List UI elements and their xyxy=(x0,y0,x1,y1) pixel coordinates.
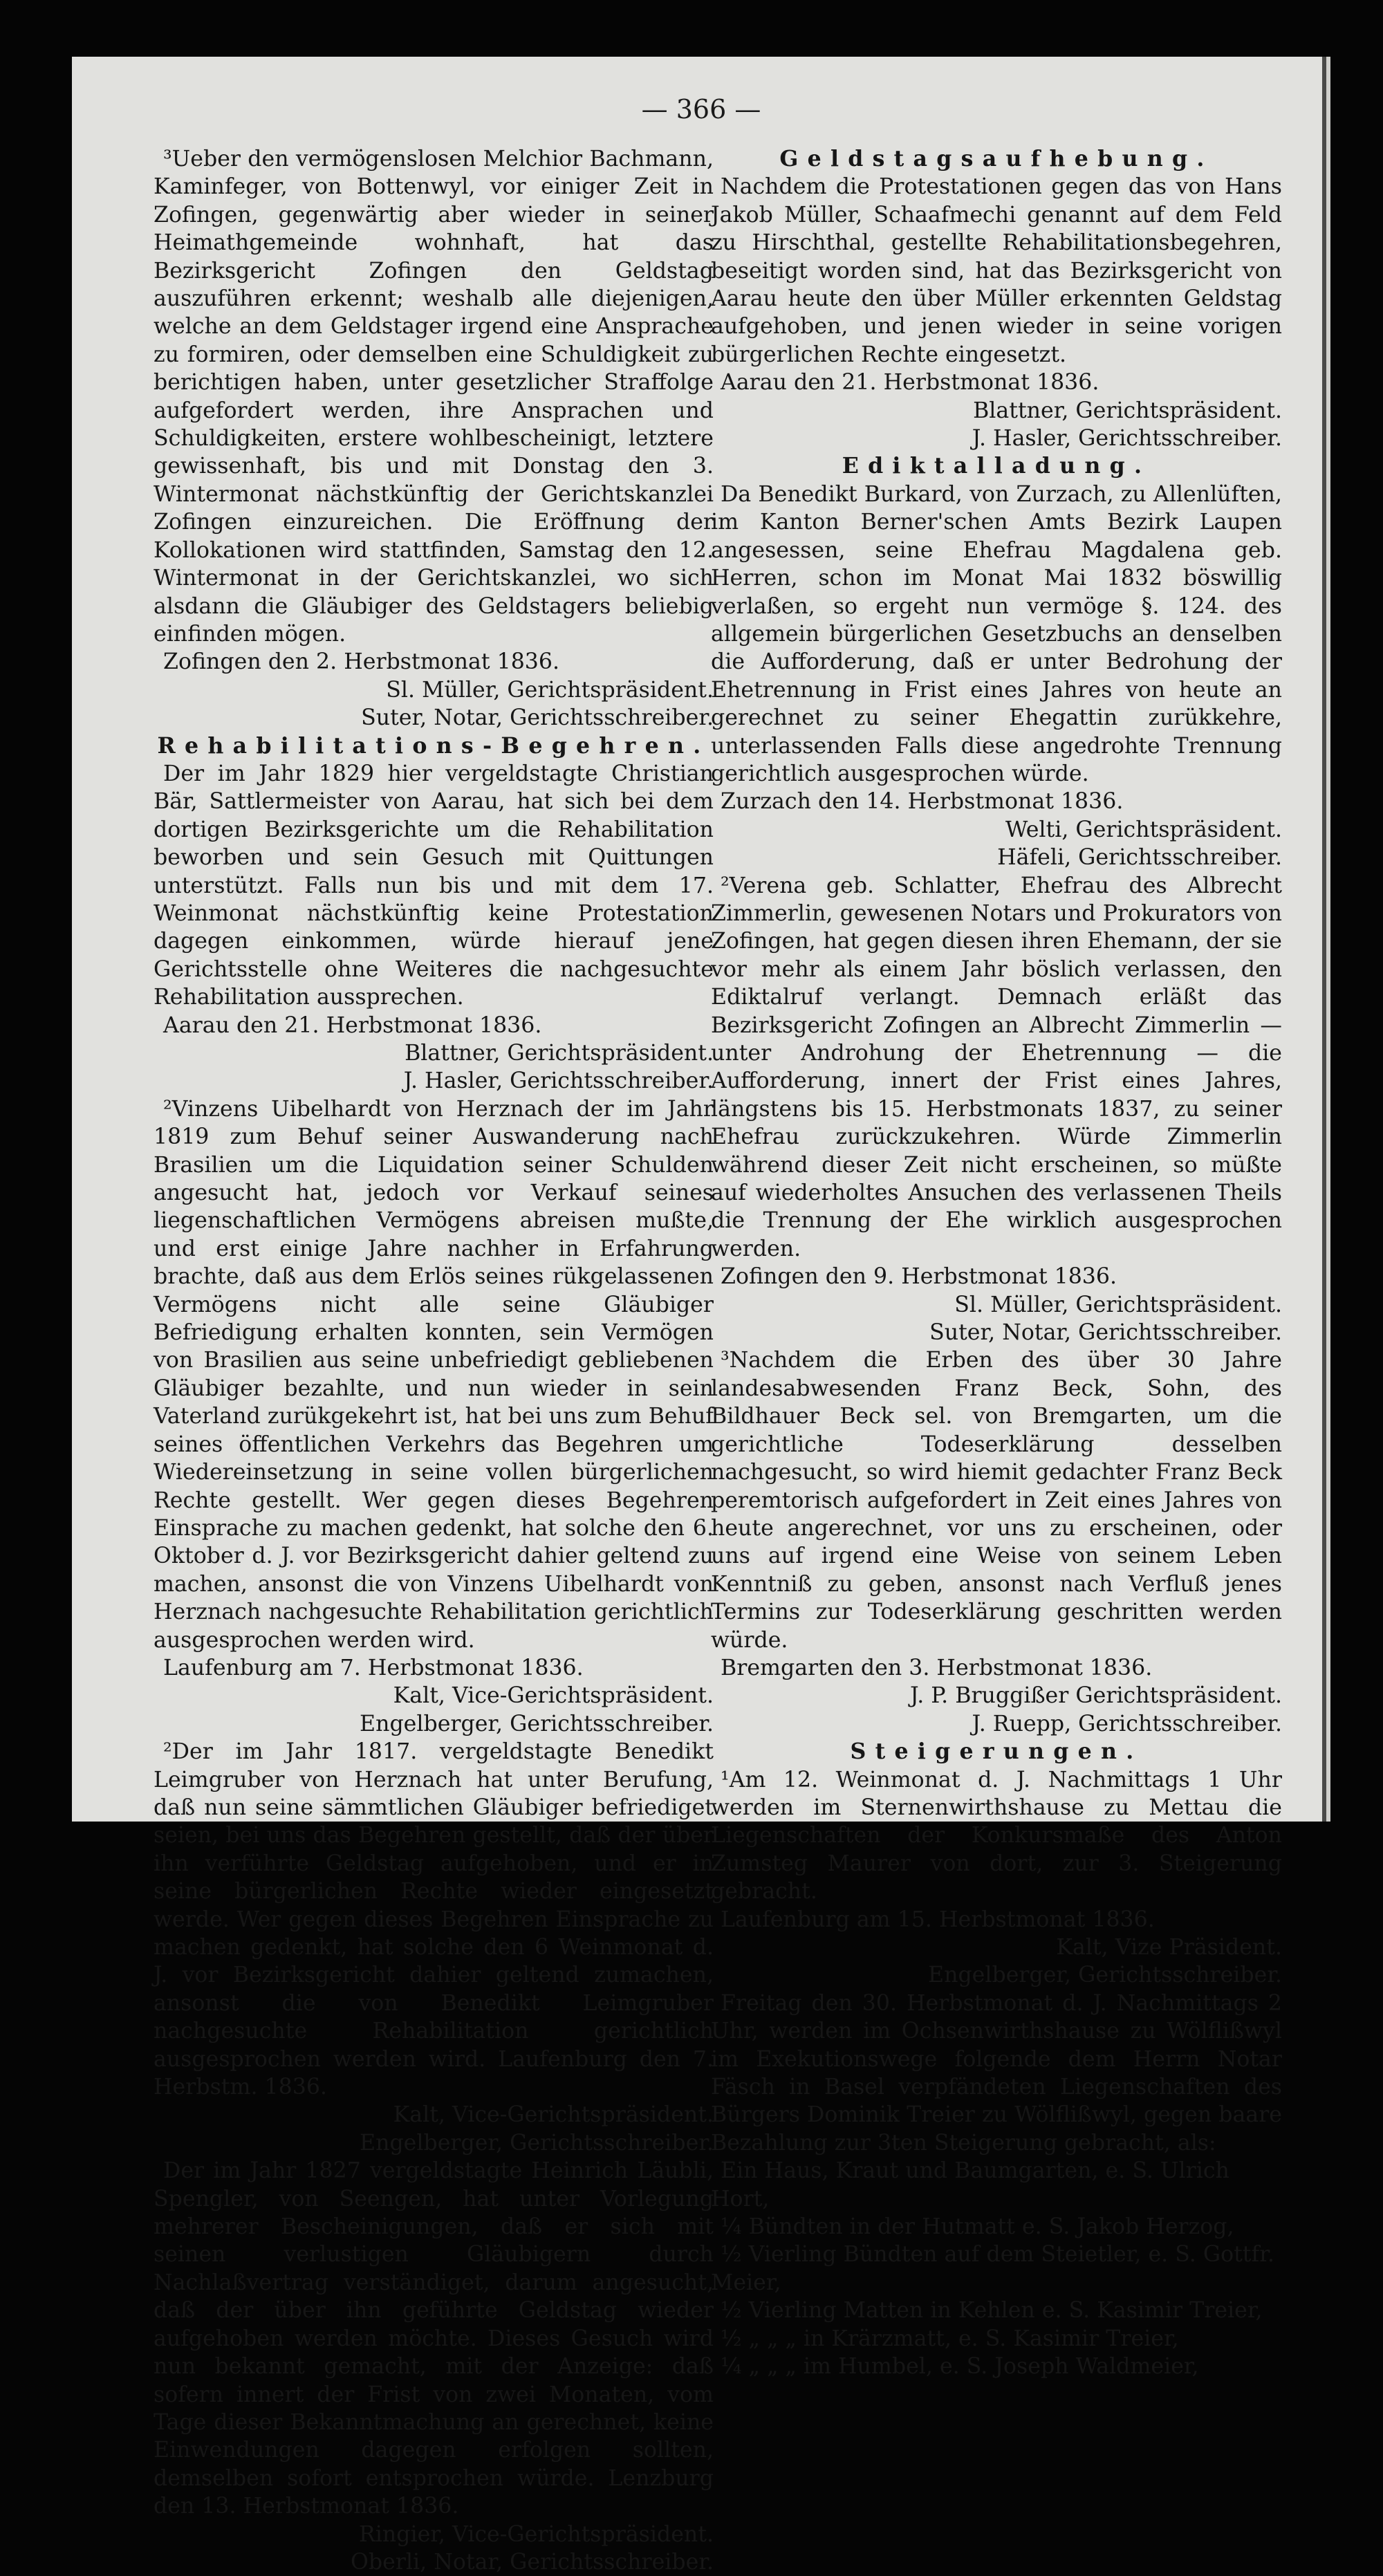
notice-paragraph: Da Benedikt Burkard, von Zurzach, zu Allenlüften, im Kanton Berner'schen Amts Bezirk Laupen angesessen, seine Ehefrau Magdalena geb. Herren, schon im Monat Mai 1832 böswillig verlaßen, so ergeht nun vermöge §. 124. des allgemein bürgerlichen Gesetzbuchs an denselben die Aufforderung, daß er unter Bedrohung der Ehetrennung in Frist eines Jahres von heute an gerechnet zu seiner Ehegattin zurükkehre, unterlassenden Falls diese angedrohte Trennung gerichtlich ausgesprochen würde. xyxy=(711,481,1282,786)
date-line: Ein Haus, Kraut und Baumgarten, e. S. Ulrich Hort, xyxy=(711,2158,1229,2212)
signature-line: Oberli, Notar, Gerichtsschreiber. xyxy=(351,2549,714,2575)
signature-line: Engelberger, Gerichtsschreiber. xyxy=(360,1711,714,1736)
notice-paragraph: Nachdem die Protestationen gegen das von Hans Jakob Müller, Schaafmechi genannt auf dem Feld zu Hirschthal, gestellte Rehabilitationsbegehren, beseitigt worden sind, hat das Bezirksgericht von Aarau heute den über Müller erkennten Geldstag aufgehoben, und jenen wieder in seine vorigen bürgerlichen Rechte eingesetzt. xyxy=(711,174,1282,367)
signature-line: Häfeli, Gerichtsschreiber. xyxy=(997,845,1282,871)
signature-line: J. Hasler, Gerichtsschreiber. xyxy=(403,1068,714,1094)
signature-line: Engelberger, Gerichtsschreiber. xyxy=(928,1963,1282,1988)
notice-paragraph: ²Verena geb. Schlatter, Ehefrau des Albrecht Zimmerlin, gewesenen Notars und Prokurators von Zofingen, hat gegen diesen ihren Ehemann, der sie vor mehr als einem Jahr böslich verlassen, den Ediktalruf verlangt. Demnach erläßt das Bezirksgericht Zofingen an Albrecht Zimmerlin — unter Androhung der Ehetrennung — die Aufforderung, innert der Frist eines Jahres, längstens bis 15. Herbstmonats 1837, zu seiner Ehefrau zurückzukehren. Würde Zimmerlin während dieser Zeit nicht erscheinen, so müßte auf wiederholtes Ansuchen des verlassenen Theils die Trennung der Ehe wirklich ausgesprochen werden. xyxy=(711,873,1282,1261)
signature-line: Sl. Müller, Gerichtspräsident. xyxy=(954,1292,1282,1317)
date-line: Aarau den 21. Herbstmonat 1836. xyxy=(721,370,1099,396)
signature-line: Welti, Gerichtspräsident. xyxy=(1005,817,1282,842)
date-line: Laufenburg am 7. Herbstmonat 1836. xyxy=(163,1655,584,1680)
signature-line: Suter, Notar, Gerichtsschreiber. xyxy=(361,705,714,731)
signature-line: J. P. Bruggißer Gerichtspräsident. xyxy=(910,1683,1282,1709)
notice-paragraph: ¹Am 12. Weinmonat d. J. Nachmittags 1 Uhr werden im Sternenwirthshause zu Mettau die Liegenschaften der Konkursmaße des Anton Zumsteg Maurer von dort, zur 3. Steigerung gebracht. xyxy=(711,1767,1282,1905)
date-line: ½ Vierling Matten in Kehlen e. S. Kasimir Treier, xyxy=(721,2298,1263,2324)
signature-line: Suter, Notar, Gerichtsschreiber. xyxy=(929,1320,1282,1346)
section-heading: Geldstagsaufhebung. xyxy=(779,146,1214,172)
notice-paragraph: ³Ueber den vermögenslosen Melchior Bachmann, Kaminfeger, von Bottenwyl, vor einiger Zeit in Zofingen, gegenwärtig aber wieder in seiner Heimathgemeinde wohnhaft, hat das Bezirksgericht Zofingen den Geldstag auszuführen erkennt; weshalb alle diejenigen, welche an dem Geldstager irgend eine Ansprache zu formiren, oder demselben eine Schuldigkeit zu berichtigen haben, unter gesetzlicher Straffolge aufgefordert werden, ihre Ansprachen und Schuldigkeiten, erstere wohlbescheinigt, letztere gewissenhaft, bis und mit Donstag den 3. Wintermonat nächstkünftig der Gerichtskanzlei Zofingen einzureichen. Die Eröffnung der Kollokationen wird stattfinden, Samstag den 12. Wintermonat in der Gerichtskanzlei, wo sich alsdann die Gläubiger des Geldstagers beliebig einfinden mögen. xyxy=(154,147,714,647)
date-line: Zofingen den 2. Herbstmonat 1836. xyxy=(163,649,560,675)
date-line: Aarau den 21. Herbstmonat 1836. xyxy=(163,1012,542,1038)
notice-paragraph: Der im Jahr 1829 hier vergeldstagte Christian Bär, Sattlermeister von Aarau, hat sich bei dem dortigen Bezirksgerichte um die Rehabilitation beworben und sein Gesuch mit Quittungen unterstützt. Falls nun bis und mit dem 17. Weinmonat nächstkünftig keine Protestation dagegen einkommen, würde hierauf jene Gerichtsstelle ohne Weiteres die nachgesuchte Rehabilitation aussprechen. xyxy=(154,761,714,1010)
section-heading: Ediktalladung. xyxy=(842,453,1151,479)
date-line: ¼ Bündten in der Hutmatt e. S. Jakob Herzog, xyxy=(721,2214,1234,2240)
notice-paragraph: ²Der im Jahr 1817. vergeldstagte Benedikt Leimgruber von Herznach hat unter Berufung, daß nun seine sämmtlichen Gläubiger befriediget seien, bei uns das Begehren gestellt, daß der über ihn verführte Geldstag aufgehoben, und er in seine bürgerlichen Rechte wieder eingesetzt werde. Wer gegen dieses Begehren Einsprache zu machen gedenkt, hat solche den 6 Weinmonat d. J. vor Bezirksgericht dahier geltend zumachen, ansonst die von Benedikt Leimgruber nachgesuchte Rehabilitation gerichtlich ausgesprochen werden wird. Laufenburg den 7. Herbstm. 1836. xyxy=(154,1739,714,2100)
date-line: Bremgarten den 3. Herbstmonat 1836. xyxy=(721,1655,1153,1680)
left-column xyxy=(154,145,714,2576)
signature-line: J. Hasler, Gerichtsschreiber. xyxy=(972,426,1282,452)
signature-line: J. Ruepp, Gerichtsschreiber. xyxy=(972,1711,1282,1736)
notice-paragraph: ³Nachdem die Erben des über 30 Jahre landesabwesenden Franz Beck, Sohn, des Bildhauer Beck sel. von Bremgarten, um die gerichtliche Todeserklärung desselben nachgesucht, so wird hiemit gedachter Franz Beck peremtorisch aufgefordert in Zeit eines Jahres von heute angerechnet, vor uns zu erscheinen, oder uns auf irgend eine Weise von seinem Leben Kenntniß zu geben, ansonst nach Verfluß jenes Termins zur Todeserklärung geschritten werden würde. xyxy=(711,1348,1282,1653)
section-heading: Rehabilitations-Begehren. xyxy=(157,732,710,759)
notice-paragraph: ²Vinzens Uibelhardt von Herznach der im Jahr 1819 zum Behuf seiner Auswanderung nach Brasilien um die Liquidation seiner Schulden angesucht hat, jedoch vor Verkauf seines liegenschaftlichen Vermögens abreisen mußte, und erst einige Jahre nachher in Erfahrung brachte, daß aus dem Erlös seines rükgelassenen Vermögens nicht alle seine Gläubiger Befriedigung erhalten konnten, sein Vermögen von Brasilien aus seine unbefriedigt gebliebenen Gläubiger bezahlte, und nun wieder in sein Vaterland zurükgekehrt ist, hat bei uns zum Behuf seines öffentlichen Verkehrs das Begehren um Wiedereinsetzung in seine vollen bürgerlichen Rechte gestellt. Wer gegen dieses Begehren Einsprache zu machen gedenkt, hat solche den 6. Oktober d. J. vor Bezirksgericht dahier geltend zu machen, ansonst die von Vinzens Uibelhardt von Herznach nachgesuchte Rehabilitation gerichtlich ausgesprochen werden wird. xyxy=(154,1096,714,1653)
date-line: Laufenburg am 15. Herbstmonat 1836. xyxy=(721,1907,1155,1932)
notice-paragraph: Freitag den 30. Herbstmonat d. J. Nachmittags 2 Uhr, werden im Ochsenwirthshause zu Wölflißwyl im Exekutionswege folgende dem Herrn Notar Fäsch in Basel verpfändeten Liegenschaften des Bürgers Dominik Treier zu Wölflißwyl, gegen baare Bezahlung zur 3ten Steigerung gebracht, als: xyxy=(711,1990,1282,2156)
date-line: ½ „ „ „ in Krärzmatt, e. S. Kasimir Treier, xyxy=(721,2326,1179,2351)
date-line: ¼ „ „ „ im Humbel, e. S. Joseph Waldmeier, xyxy=(721,2354,1199,2380)
notice-paragraph: Der im Jahr 1827 vergeldstagte Heinrich Läubli, Spengler, von Seengen, hat unter Vorlegung mehrerer Bescheinigungen, daß er sich mit seinen verlustigen Gläubigern durch Nachlaßvertrag verständiget, darum angesucht, daß der über ihn geführte Geldstag wieder aufgehoben werden möchte. Dieses Gesuch wird nun bekannt gemacht, mit der Anzeige: daß sofern innert der Frist von zwei Monaten, vom Tage dieser Bekanntmachung an gerechnet, keine Einwendungen dagegen erfolgen sollten, demselben sofort entsprochen würde. Lenzburg den 13. Herbstmonat 1836. xyxy=(154,2158,714,2519)
date-line: ½ Vierling Bündten auf dem Steietler, e. S. Gottfr. Meier, xyxy=(711,2242,1274,2295)
date-line: Zurzach den 14. Herbstmonat 1836. xyxy=(721,789,1124,815)
signature-line: Kalt, Vice-Gerichtspräsident. xyxy=(393,2102,714,2128)
adjacent-page-edge xyxy=(1326,57,1330,1822)
newspaper-page xyxy=(72,57,1330,2575)
signature-line: Kalt, Vice-Gerichtspräsident. xyxy=(393,1683,714,1709)
signature-line: Engelberger, Gerichtsschreiber. xyxy=(360,2130,714,2156)
signature-line: Blattner, Gerichtspräsident. xyxy=(973,398,1282,423)
signature-line: Ringier, Vice-Gerichtspräsident. xyxy=(359,2521,714,2547)
date-line: Zofingen den 9. Herbstmonat 1836. xyxy=(721,1264,1117,1290)
signature-line: Sl. Müller, Gerichtspräsident. xyxy=(386,677,714,703)
section-heading: Steigerungen. xyxy=(850,1739,1143,1765)
page-number: — 366 — xyxy=(641,94,761,124)
signature-line: Blattner, Gerichtspräsident. xyxy=(405,1041,714,1066)
right-column xyxy=(711,145,1282,2381)
signature-line: Kalt, Vize Präsident. xyxy=(1056,1935,1282,1960)
